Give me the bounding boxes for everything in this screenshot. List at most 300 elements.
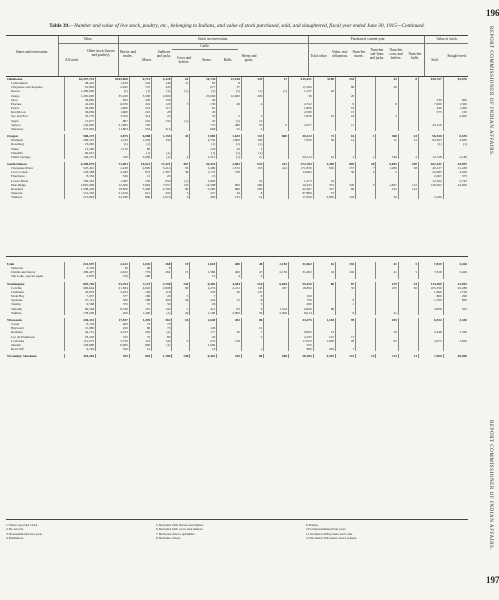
row-label: Pine Ridge bbox=[11, 182, 26, 187]
cell: 298 bbox=[129, 298, 151, 302]
cell: 15 bbox=[190, 274, 217, 278]
cell: 112 bbox=[398, 183, 418, 187]
row-label: Sisseton bbox=[11, 191, 23, 196]
table-title bbox=[6, 23, 468, 29]
cell: (1) bbox=[443, 142, 468, 146]
cell: 142 bbox=[152, 339, 172, 343]
cell: 38 bbox=[398, 166, 418, 170]
cell: 1,628 bbox=[190, 318, 217, 322]
cell: 35 bbox=[190, 114, 217, 118]
cell: 114 bbox=[129, 339, 151, 343]
cell: 2,022 bbox=[96, 270, 130, 274]
cell: (1) bbox=[129, 89, 151, 93]
cell: 70 bbox=[152, 322, 172, 326]
cell: 1,827 bbox=[376, 183, 398, 187]
cell: (1) bbox=[217, 151, 242, 155]
cell: 756 bbox=[289, 298, 314, 302]
cell: 2,000 bbox=[152, 94, 172, 98]
cell: 725 bbox=[96, 335, 130, 339]
cell: 35,100 bbox=[96, 94, 130, 98]
cell: 21,010 bbox=[96, 191, 130, 195]
cell: 14 bbox=[336, 138, 356, 142]
row-label: Keshena bbox=[11, 330, 23, 335]
header-cattle: Cattle. bbox=[200, 44, 210, 48]
cell: 35,420 bbox=[289, 282, 314, 286]
cell: 1,000 bbox=[313, 339, 335, 343]
cell: 6,700 bbox=[64, 347, 95, 351]
cell: 105 bbox=[443, 110, 468, 114]
cell: 10 bbox=[376, 330, 398, 334]
cell: 262 bbox=[152, 270, 172, 274]
cell: 200 bbox=[96, 311, 130, 315]
cell: 4,298,079 bbox=[64, 162, 95, 166]
cell: 89 bbox=[336, 85, 356, 89]
footnote: 4 Estimated. bbox=[6, 535, 24, 540]
footnote: 7 Decrease due to epidemic. bbox=[156, 531, 196, 536]
cell: 30,000 bbox=[443, 354, 468, 358]
cell: 18,850 bbox=[96, 187, 130, 191]
cell: 3,350 bbox=[96, 114, 130, 118]
cell: (1) bbox=[172, 119, 190, 123]
cell: 4 bbox=[172, 155, 190, 159]
cell: 1 bbox=[356, 155, 376, 159]
cell: 20 bbox=[172, 311, 190, 315]
cell: 105,330 bbox=[419, 286, 444, 290]
cell: 4,722 bbox=[96, 330, 130, 334]
cell: 1,019 bbox=[152, 195, 172, 199]
row-label: Oneida bbox=[11, 342, 21, 347]
cell: 1,660 bbox=[96, 110, 130, 114]
cell: 12 bbox=[217, 298, 242, 302]
cell: 440 bbox=[419, 106, 444, 110]
cell: (1) bbox=[264, 89, 289, 93]
cell: 2,805 bbox=[129, 166, 151, 170]
cell: 200 bbox=[241, 187, 263, 191]
cell: 2,215 bbox=[190, 155, 217, 159]
cell: 12,138 bbox=[419, 155, 444, 159]
footnote: 10 Underestimated last year. bbox=[306, 527, 346, 532]
cell: 63 bbox=[172, 166, 190, 170]
cell: 6,088 bbox=[129, 134, 151, 138]
cell: 22 bbox=[241, 179, 263, 183]
cell: 136,680 bbox=[64, 343, 95, 347]
cell: 7 bbox=[190, 294, 217, 298]
cell: 4,858 bbox=[419, 307, 444, 311]
footnote-column bbox=[6, 523, 42, 540]
header-sheep: Sheep and goats. bbox=[241, 54, 257, 62]
cell: 290 bbox=[443, 294, 468, 298]
cell: 24,000 bbox=[443, 183, 468, 187]
cell: 41 bbox=[376, 311, 398, 315]
cell: 6 bbox=[336, 311, 356, 315]
cell: 8 bbox=[241, 191, 263, 195]
cell: $2,297,743 bbox=[64, 77, 95, 81]
cell: 210 bbox=[129, 110, 151, 114]
cell: 222 bbox=[129, 102, 151, 106]
row-label: Kiowa bbox=[11, 89, 21, 94]
cell: 3,330 bbox=[443, 318, 468, 322]
cell: 250 bbox=[398, 162, 418, 166]
cell: 5,499 bbox=[190, 166, 217, 170]
cell: 1,836 bbox=[289, 114, 314, 118]
cell: 118 bbox=[152, 290, 172, 294]
cell: 6,000 bbox=[96, 343, 130, 347]
cell: (1) bbox=[241, 89, 263, 93]
cell: 44,151 bbox=[64, 330, 95, 334]
cell: 129,562 bbox=[419, 183, 444, 187]
cell: 5,000 bbox=[264, 311, 289, 315]
cell: 5 bbox=[172, 294, 190, 298]
cell: 20,212 bbox=[289, 155, 314, 159]
cell: 11 bbox=[336, 123, 356, 127]
footnote: 12 Included 106 steers and 2 ponies. bbox=[306, 535, 358, 540]
cell: 2 bbox=[336, 155, 356, 159]
cell: 2 bbox=[398, 155, 418, 159]
row-label: Oregon bbox=[7, 134, 18, 139]
cell: 1,800 bbox=[289, 106, 314, 110]
cell: 800 bbox=[419, 294, 444, 298]
cell: 20 bbox=[217, 147, 242, 151]
cell: 87 bbox=[336, 282, 356, 286]
cell: 800 bbox=[443, 298, 468, 302]
header-rule-top bbox=[58, 43, 468, 44]
cell: 146,275 bbox=[64, 155, 95, 159]
footnote: 2 No record. bbox=[6, 527, 24, 532]
header-all-stock: All stock. bbox=[65, 58, 79, 62]
cell: (1) bbox=[217, 89, 242, 93]
cell: 727 bbox=[129, 85, 151, 89]
header-cows: Cows and heifers. bbox=[176, 56, 192, 64]
cell: 329 bbox=[241, 77, 263, 81]
cell: 5 bbox=[241, 302, 263, 306]
cell: 30 bbox=[96, 266, 130, 270]
cell: 43,097 bbox=[443, 162, 468, 166]
cell: 214,597 bbox=[64, 262, 95, 266]
cell: 480 bbox=[289, 302, 314, 306]
cell: 38 bbox=[172, 170, 190, 174]
cell: 800 bbox=[289, 347, 314, 351]
cell: 208 bbox=[264, 354, 289, 358]
row-label: La Pointe bbox=[11, 338, 25, 343]
cell: 783 bbox=[96, 354, 130, 358]
cell: 128 bbox=[172, 354, 190, 358]
cell: 8,536 bbox=[64, 174, 95, 178]
row-label: Red Moon bbox=[11, 110, 26, 115]
footnote: 11 Included 208 ponies and colts. bbox=[306, 531, 353, 536]
cell: 1,473 bbox=[289, 179, 314, 183]
cell: 1,493 bbox=[129, 318, 151, 322]
cell: 255 bbox=[336, 77, 356, 81]
row-label: Washington bbox=[7, 281, 25, 286]
table-break-rule bbox=[6, 256, 468, 257]
cell: 120 bbox=[190, 147, 217, 151]
cell: 90 bbox=[172, 187, 190, 191]
cell: 63 bbox=[217, 307, 242, 311]
cell: (1) bbox=[152, 343, 172, 347]
cell: 2,180 bbox=[443, 155, 468, 159]
cell: 13,168 bbox=[217, 77, 242, 81]
cell: 14 bbox=[313, 330, 335, 334]
cell: 12 bbox=[241, 326, 263, 330]
cell: 362 bbox=[152, 318, 172, 322]
cell: 31,062 bbox=[289, 262, 314, 266]
row-label: Wyoming: Shoshone bbox=[7, 354, 37, 359]
cell: 4,943 bbox=[129, 286, 151, 290]
cell: 2 bbox=[241, 335, 263, 339]
cell: 35 bbox=[336, 286, 356, 290]
cell: 40 bbox=[190, 98, 217, 102]
cell: 2 bbox=[241, 127, 263, 131]
cell: 800 bbox=[264, 134, 289, 138]
cell: (1) bbox=[152, 89, 172, 93]
cell: 16 bbox=[313, 270, 335, 274]
cell: 43 bbox=[398, 134, 418, 138]
cell: 11,438 bbox=[443, 166, 468, 170]
footnote: 9 Ponies. bbox=[306, 523, 319, 527]
cell: 69,548 bbox=[64, 307, 95, 311]
cell: 100 bbox=[241, 138, 263, 142]
row-label: Cantonment bbox=[11, 81, 28, 86]
header-divider bbox=[118, 36, 119, 76]
cell: 1 bbox=[241, 347, 263, 351]
cell: 178,200 bbox=[64, 311, 95, 315]
cell: 12 bbox=[241, 119, 263, 123]
cell: 2 bbox=[241, 274, 263, 278]
row-label: Yankton bbox=[11, 195, 23, 200]
cell: 150 bbox=[172, 282, 190, 286]
cell: 112,075 bbox=[64, 339, 95, 343]
cell: 3,000 bbox=[129, 155, 151, 159]
cell: 105 bbox=[376, 318, 398, 322]
cell: 30 bbox=[241, 311, 263, 315]
cell: 6,713 bbox=[129, 77, 151, 81]
row-label: Salt Lake, special agent bbox=[11, 274, 44, 279]
cell: 22 bbox=[152, 114, 172, 118]
cell: 26 bbox=[376, 85, 398, 89]
cell: 227 bbox=[190, 191, 217, 195]
lower-data-table bbox=[6, 262, 468, 358]
cell bbox=[264, 195, 289, 199]
cell: 14,588 bbox=[190, 183, 217, 187]
cell: 200 bbox=[241, 94, 263, 98]
cell: 4,393 bbox=[313, 354, 335, 358]
cell: 1,042 bbox=[129, 262, 151, 266]
cell: 21,065 bbox=[96, 123, 130, 127]
cell: 102 bbox=[336, 195, 356, 199]
cell: 203 bbox=[129, 330, 151, 334]
cell: 4 bbox=[217, 274, 242, 278]
header-p-bulls: Num-ber bulls. bbox=[408, 52, 422, 60]
cell: 18,230 bbox=[64, 335, 95, 339]
cell: 72 bbox=[313, 134, 335, 138]
cell: 4,180 bbox=[96, 170, 130, 174]
cell: 220 bbox=[96, 326, 130, 330]
cell: 235 bbox=[376, 286, 398, 290]
cell: 9,905 bbox=[289, 330, 314, 334]
cell: 75 bbox=[129, 335, 151, 339]
cell: 80 bbox=[241, 318, 263, 322]
cell: 5,750 bbox=[96, 339, 130, 343]
cell: 11,863 bbox=[96, 127, 130, 131]
row-label: Siletz bbox=[11, 146, 19, 151]
cell: 337 bbox=[313, 187, 335, 191]
row-label: Osage bbox=[11, 93, 20, 98]
table-title-lead: Table 39. bbox=[49, 23, 70, 29]
cell: 2,396 bbox=[313, 162, 335, 166]
cell: 182,542 bbox=[64, 179, 95, 183]
running-head-right: REPORT COMMISSIONER OF INDIAN AFFAIRS. bbox=[488, 420, 493, 551]
cell: 17 bbox=[336, 335, 356, 339]
cell: 893,746 bbox=[64, 282, 95, 286]
cell: 2 bbox=[264, 123, 289, 127]
cell: 12,562 bbox=[419, 179, 444, 183]
cell: 90 bbox=[172, 286, 190, 290]
cell: 5,095 bbox=[376, 162, 398, 166]
cell: 467 bbox=[172, 162, 190, 166]
cell: 4,384 bbox=[217, 282, 242, 286]
cell: 213,893 bbox=[64, 195, 95, 199]
cell: 1,585 bbox=[96, 179, 130, 183]
footnote: 3 Overestimated last year. bbox=[6, 531, 43, 536]
cell: 1,508,436 bbox=[64, 187, 95, 191]
cell: 222 bbox=[129, 119, 151, 123]
cell: 650 bbox=[152, 179, 172, 183]
cell: 1,019 bbox=[96, 81, 130, 85]
page-number-right: 197 bbox=[486, 575, 499, 585]
cell: 1,610 bbox=[190, 262, 217, 266]
cell: 157 bbox=[336, 166, 356, 170]
row-label: Shivwits bbox=[11, 266, 23, 271]
header-total-value: Total value. bbox=[310, 54, 328, 58]
cell: 17 bbox=[264, 77, 289, 81]
cell: 131 bbox=[241, 134, 263, 138]
cell: 807 bbox=[96, 119, 130, 123]
header-p-mares: Num-ber mares. bbox=[352, 50, 366, 58]
cell: 7,500 bbox=[419, 354, 444, 358]
cell: (1) bbox=[190, 151, 217, 155]
row-label: Pawnee bbox=[11, 101, 22, 106]
cell: (1) bbox=[152, 311, 172, 315]
cell: (1) bbox=[172, 179, 190, 183]
cell: 3 bbox=[172, 191, 190, 195]
cell: 17,970 bbox=[289, 339, 314, 343]
cell: 575 bbox=[419, 110, 444, 114]
cell: 30 bbox=[376, 195, 398, 199]
cell: 3,180 bbox=[419, 195, 444, 199]
cell: 1,000 bbox=[129, 138, 151, 142]
cell: 1,960 bbox=[96, 106, 130, 110]
cell: 96,548 bbox=[419, 134, 444, 138]
cell: 33,770 bbox=[64, 114, 95, 118]
cell: 314 bbox=[129, 114, 151, 118]
cell: 12,500 bbox=[96, 183, 130, 187]
cell: 3 bbox=[172, 102, 190, 106]
cell: 16 bbox=[336, 114, 356, 118]
cell: 55 bbox=[217, 127, 242, 131]
cell: 2,700 bbox=[152, 282, 172, 286]
cell: 80 bbox=[241, 354, 263, 358]
cell: 10 bbox=[313, 179, 335, 183]
row-label: Crow Creek bbox=[11, 170, 28, 175]
cell: 16,921 bbox=[129, 162, 151, 166]
cell: 1,000 bbox=[190, 343, 217, 347]
cell: 40,137 bbox=[419, 166, 444, 170]
cell: 3,075 bbox=[419, 339, 444, 343]
cell: 2,900 bbox=[313, 195, 335, 199]
cell: 220 bbox=[129, 98, 151, 102]
cell: 3,875 bbox=[96, 134, 130, 138]
cell: 5 bbox=[217, 114, 242, 118]
cell: 8 bbox=[241, 294, 263, 298]
cell bbox=[443, 195, 468, 199]
cell: 260 bbox=[241, 183, 263, 187]
cell: 267,441 bbox=[419, 162, 444, 166]
cell: 6,663 bbox=[264, 282, 289, 286]
cell: 81 bbox=[190, 106, 217, 110]
row-label: Carter bbox=[11, 322, 20, 327]
cell: 324 bbox=[190, 298, 217, 302]
cell: 122 bbox=[398, 187, 418, 191]
state-total-row bbox=[6, 354, 468, 358]
cell: 3,357 bbox=[289, 123, 314, 127]
cell: 269,525 bbox=[64, 138, 95, 142]
cell: 368 bbox=[376, 134, 398, 138]
cell: 3 bbox=[241, 114, 263, 118]
cell: 1,170 bbox=[96, 147, 130, 151]
cell: 615 bbox=[129, 191, 151, 195]
cell: 28,185 bbox=[289, 354, 314, 358]
cell: 27,121 bbox=[64, 298, 95, 302]
cell: 1,750 bbox=[443, 290, 468, 294]
cell: 4,562 bbox=[443, 170, 468, 174]
cell: 14,665 bbox=[289, 170, 314, 174]
cell: 16 bbox=[172, 318, 190, 322]
cell: 1,150 bbox=[96, 138, 130, 142]
cell: (1) bbox=[129, 151, 151, 155]
cell: 7 bbox=[241, 330, 263, 334]
cell: 9 bbox=[336, 298, 356, 302]
cell: 3,500 bbox=[129, 94, 151, 98]
cell: 30 bbox=[398, 286, 418, 290]
cell: 2,211 bbox=[217, 286, 242, 290]
cell: 209,407 bbox=[64, 270, 95, 274]
table-title-text: —Number and value of live stock, poultry, etc., belonging to Indians, and value of stock purchased, sold, and slaughtered, fiscal year ended June 30, 1915—Continued. bbox=[69, 23, 425, 29]
footnote-column bbox=[306, 523, 357, 540]
footnote: 8 Includes calves. bbox=[156, 535, 181, 540]
cell: 730 bbox=[217, 170, 242, 174]
cell: 65 bbox=[190, 81, 217, 85]
row-label: Oklahoma bbox=[7, 77, 23, 81]
cell: 6,912 bbox=[419, 318, 444, 322]
row-label: Red Cliff bbox=[11, 346, 24, 351]
cell: 2,222 bbox=[96, 262, 130, 266]
row-label: Lower Brule bbox=[11, 178, 29, 183]
row-label: Warm Springs bbox=[11, 154, 31, 159]
row-label: Utah bbox=[7, 262, 15, 266]
cell: 650 bbox=[313, 166, 335, 170]
cell: 330 bbox=[96, 155, 130, 159]
cell: 24,876 bbox=[64, 290, 95, 294]
header-p-value: Value, mis-cellaneous. bbox=[331, 50, 349, 58]
cell: 3 bbox=[356, 183, 376, 187]
cell: 28 bbox=[152, 110, 172, 114]
cell: 142 bbox=[152, 307, 172, 311]
cell: 6 bbox=[241, 307, 263, 311]
cell: 192 bbox=[336, 262, 356, 266]
cell: 200 bbox=[129, 274, 151, 278]
cell: 125 bbox=[217, 195, 242, 199]
cell: 71,903 bbox=[96, 162, 130, 166]
